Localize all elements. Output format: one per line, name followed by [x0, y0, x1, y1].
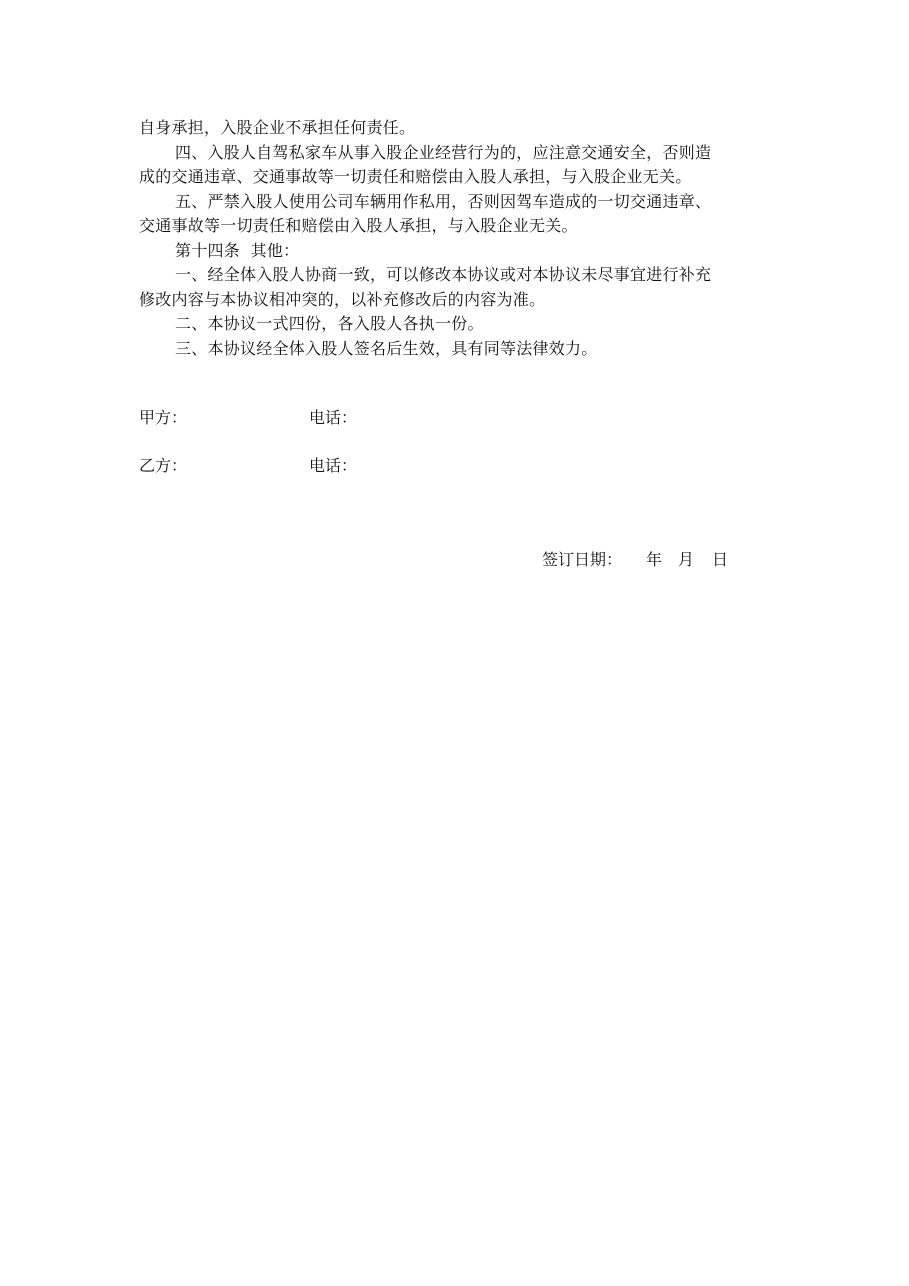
text-line: 二、本协议一式四份，各入股人各执一份。 — [175, 314, 484, 333]
date-year-label: 年 — [646, 550, 663, 569]
party-b-phone-label: 电话： — [309, 456, 358, 475]
text-line: 三、本协议经全体入股人签名后生效，具有同等法律效力。 — [175, 338, 598, 358]
party-a-label: 甲方： — [139, 408, 188, 427]
party-b-label: 乙方： — [139, 456, 188, 475]
text-line: 五、严禁入股人使用公司车辆用作私用，否则因驾车造成的一切交通违章、 — [175, 191, 712, 211]
text-line: 一、经全体入股人协商一致，可以修改本协议或对本协议未尽事宜进行补充 — [175, 265, 712, 284]
date-day-label: 日 — [712, 550, 729, 569]
text-line: 四、入股人自驾私家车从事入股企业经营行为的，应注意交通安全，否则造 — [175, 142, 712, 162]
text-line: 交通事故等一切责任和赔偿由入股人承担，与入股企业无关。 — [139, 216, 578, 235]
article-heading: 第十四条 其他： — [175, 240, 300, 260]
text-line: 修改内容与本协议相冲突的，以补充修改后的内容为准。 — [139, 289, 546, 309]
party-a-signature-row — [139, 408, 539, 428]
party-a-phone-label: 电话： — [309, 408, 358, 427]
date-month-label: 月 — [678, 550, 695, 569]
agreement-body — [139, 116, 779, 361]
signing-date-row — [542, 550, 772, 570]
signing-date-label: 签订日期： — [542, 550, 623, 569]
text-line: 自身承担，入股企业不承担任何责任。 — [139, 118, 416, 137]
party-b-signature-row — [139, 456, 539, 476]
text-line: 成的交通违章、交通事故等一切责任和赔偿由入股人承担，与入股企业无关。 — [139, 167, 692, 186]
